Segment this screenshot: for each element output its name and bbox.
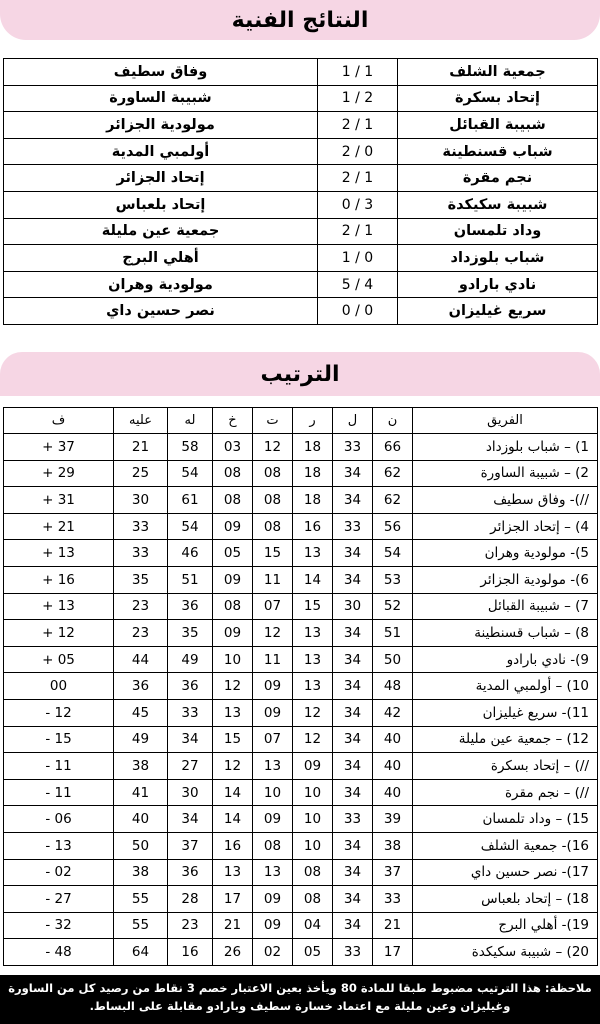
standing-drawn: 15 [253, 540, 293, 567]
standing-goals-against: 23 [114, 593, 168, 620]
result-home-team: وداد تلمسان [398, 218, 598, 245]
standing-played: 33 [333, 806, 373, 833]
standing-drawn: 09 [253, 806, 293, 833]
standings-row [4, 593, 598, 620]
standing-goals-against: 41 [114, 779, 168, 806]
standing-goals-against: 33 [114, 540, 168, 567]
standing-won: 16 [293, 513, 333, 540]
standings-row [4, 779, 598, 806]
standing-played: 34 [333, 646, 373, 673]
standing-team: 11)- سريع غيليزان [413, 699, 598, 726]
result-row [4, 138, 598, 165]
standing-lost: 26 [213, 939, 253, 966]
standing-goal-diff: + 13 [4, 593, 114, 620]
standing-points: 40 [373, 779, 413, 806]
standing-drawn: 09 [253, 912, 293, 939]
result-home-team: شبيبة سكيكدة [398, 191, 598, 218]
standing-goals-for: 36 [168, 673, 213, 700]
standings-row [4, 646, 598, 673]
standing-goals-for: 30 [168, 779, 213, 806]
result-row [4, 85, 598, 112]
standing-played: 33 [333, 434, 373, 461]
standing-won: 18 [293, 460, 333, 487]
result-home-team: شباب بلوزداد [398, 245, 598, 272]
standings-row [4, 566, 598, 593]
result-row [4, 218, 598, 245]
standing-goals-against: 55 [114, 912, 168, 939]
standing-played: 34 [333, 859, 373, 886]
standing-drawn: 11 [253, 646, 293, 673]
standing-goal-diff: + 21 [4, 513, 114, 540]
standing-drawn: 08 [253, 513, 293, 540]
result-away-team: إتحاد بلعباس [4, 191, 318, 218]
standing-points: 52 [373, 593, 413, 620]
standing-goals-for: 34 [168, 806, 213, 833]
standings-row [4, 460, 598, 487]
standings-row [4, 886, 598, 913]
standing-goals-against: 36 [114, 673, 168, 700]
standing-points: 40 [373, 753, 413, 780]
standing-goal-diff: - 06 [4, 806, 114, 833]
results-table [3, 58, 598, 325]
header-goals-for: له [168, 408, 213, 434]
standing-lost: 12 [213, 673, 253, 700]
standings-row [4, 673, 598, 700]
standing-played: 34 [333, 540, 373, 567]
standing-team: 15) – وداد تلمسان [413, 806, 598, 833]
standing-drawn: 10 [253, 779, 293, 806]
standing-goals-for: 23 [168, 912, 213, 939]
standing-goal-diff: + 37 [4, 434, 114, 461]
results-title: النتائج الفنية [0, 0, 600, 40]
result-score: 2 / 1 [318, 165, 398, 192]
standing-team: 5)- مولودية وهران [413, 540, 598, 567]
standings-row [4, 487, 598, 514]
standing-points: 53 [373, 566, 413, 593]
standing-played: 34 [333, 487, 373, 514]
result-home-team: إتحاد بسكرة [398, 85, 598, 112]
standing-goals-for: 51 [168, 566, 213, 593]
standing-won: 13 [293, 620, 333, 647]
standing-won: 10 [293, 832, 333, 859]
standing-goals-for: 28 [168, 886, 213, 913]
header-drawn: ت [253, 408, 293, 434]
standing-lost: 09 [213, 513, 253, 540]
standing-lost: 08 [213, 487, 253, 514]
standing-drawn: 09 [253, 673, 293, 700]
standing-goals-against: 21 [114, 434, 168, 461]
standing-team: 8) – شباب قسنطينة [413, 620, 598, 647]
standing-drawn: 12 [253, 434, 293, 461]
standing-goal-diff: - 32 [4, 912, 114, 939]
standing-played: 33 [333, 513, 373, 540]
standing-team: 9)- نادي بارادو [413, 646, 598, 673]
standing-played: 34 [333, 886, 373, 913]
result-away-team: وفاق سطيف [4, 59, 318, 86]
standings-row [4, 806, 598, 833]
standing-lost: 08 [213, 593, 253, 620]
result-away-team: أهلي البرج [4, 245, 318, 272]
standing-team: 6)- مولودية الجزائر [413, 566, 598, 593]
standing-goal-diff: - 13 [4, 832, 114, 859]
header-points: ن [373, 408, 413, 434]
standing-points: 38 [373, 832, 413, 859]
result-away-team: شبيبة الساورة [4, 85, 318, 112]
result-score: 2 / 0 [318, 138, 398, 165]
standing-points: 21 [373, 912, 413, 939]
standing-team: 16)- جمعية الشلف [413, 832, 598, 859]
header-goals-against: عليه [114, 408, 168, 434]
standing-points: 62 [373, 487, 413, 514]
result-score: 1 / 2 [318, 85, 398, 112]
header-goal-diff: ف [4, 408, 114, 434]
standing-goal-diff: + 16 [4, 566, 114, 593]
result-row [4, 271, 598, 298]
standing-team: //)- وفاق سطيف [413, 487, 598, 514]
standing-drawn: 13 [253, 859, 293, 886]
standing-won: 04 [293, 912, 333, 939]
standings-row [4, 859, 598, 886]
result-away-team: أولمبي المدية [4, 138, 318, 165]
result-home-team: سريع غيليزان [398, 298, 598, 325]
standing-goals-against: 45 [114, 699, 168, 726]
standing-drawn: 07 [253, 726, 293, 753]
standing-played: 34 [333, 779, 373, 806]
standing-won: 09 [293, 753, 333, 780]
header-team: الفريق [413, 408, 598, 434]
standing-goals-for: 61 [168, 487, 213, 514]
result-away-team: مولودية الجزائر [4, 112, 318, 139]
standing-goal-diff: - 12 [4, 699, 114, 726]
standings-row [4, 726, 598, 753]
result-away-team: نصر حسين داي [4, 298, 318, 325]
standing-goals-for: 58 [168, 434, 213, 461]
standing-played: 34 [333, 912, 373, 939]
standing-goals-against: 50 [114, 832, 168, 859]
result-home-team: شباب قسنطينة [398, 138, 598, 165]
result-row [4, 59, 598, 86]
result-score: 1 / 1 [318, 59, 398, 86]
standings-title: الترتيب [0, 352, 600, 396]
standing-goal-diff: + 13 [4, 540, 114, 567]
standings-row [4, 620, 598, 647]
standing-goal-diff: - 11 [4, 779, 114, 806]
standing-drawn: 12 [253, 620, 293, 647]
standing-team: 20) – شبيبة سكيكدة [413, 939, 598, 966]
standing-points: 54 [373, 540, 413, 567]
standing-goals-against: 38 [114, 753, 168, 780]
standing-goal-diff: - 02 [4, 859, 114, 886]
standing-goal-diff: - 11 [4, 753, 114, 780]
standing-team: 12) – جمعية عين مليلة [413, 726, 598, 753]
result-score: 5 / 4 [318, 271, 398, 298]
standing-points: 37 [373, 859, 413, 886]
standing-goals-against: 44 [114, 646, 168, 673]
standings-table [3, 407, 598, 966]
standing-drawn: 08 [253, 832, 293, 859]
result-row [4, 191, 598, 218]
standings-note: ملاحظة: هذا الترتيب مضبوط طبقا للمادة 80 ويأخذ بعين الاعتبار خصم 3 نقاط من رصيد كل من الساورة وغيليزان وعين مليلة مع اعتماد خسارة سطيف وبارادو مقابلة على البساط. [0, 975, 600, 1024]
standings-row [4, 540, 598, 567]
standing-team: 1) – شباب بلوزداد [413, 434, 598, 461]
standing-played: 34 [333, 726, 373, 753]
standing-team: //) – نجم مقرة [413, 779, 598, 806]
standing-points: 66 [373, 434, 413, 461]
standing-goals-for: 54 [168, 460, 213, 487]
standing-drawn: 08 [253, 487, 293, 514]
standing-lost: 16 [213, 832, 253, 859]
standing-won: 18 [293, 487, 333, 514]
result-home-team: نجم مقرة [398, 165, 598, 192]
standing-goals-for: 49 [168, 646, 213, 673]
standing-played: 30 [333, 593, 373, 620]
standing-played: 34 [333, 620, 373, 647]
standings-row [4, 753, 598, 780]
standing-drawn: 09 [253, 699, 293, 726]
standing-drawn: 11 [253, 566, 293, 593]
result-score: 2 / 1 [318, 112, 398, 139]
standing-won: 12 [293, 699, 333, 726]
standing-played: 33 [333, 939, 373, 966]
standing-drawn: 08 [253, 460, 293, 487]
standing-lost: 13 [213, 859, 253, 886]
standing-goals-for: 54 [168, 513, 213, 540]
standing-won: 13 [293, 673, 333, 700]
standing-points: 17 [373, 939, 413, 966]
standings-row [4, 832, 598, 859]
standing-drawn: 07 [253, 593, 293, 620]
standing-lost: 13 [213, 699, 253, 726]
standing-goals-against: 23 [114, 620, 168, 647]
standing-won: 13 [293, 540, 333, 567]
standing-drawn: 02 [253, 939, 293, 966]
standings-row [4, 699, 598, 726]
standing-won: 12 [293, 726, 333, 753]
standing-goals-against: 38 [114, 859, 168, 886]
standing-lost: 14 [213, 779, 253, 806]
standings-row [4, 939, 598, 966]
result-score: 2 / 1 [318, 218, 398, 245]
standing-team: 7) – شبيبة القبائل [413, 593, 598, 620]
standing-goals-for: 16 [168, 939, 213, 966]
standing-drawn: 13 [253, 753, 293, 780]
result-score: 0 / 3 [318, 191, 398, 218]
standing-points: 39 [373, 806, 413, 833]
standing-goal-diff: + 12 [4, 620, 114, 647]
standing-won: 14 [293, 566, 333, 593]
standing-drawn: 09 [253, 886, 293, 913]
standing-played: 34 [333, 460, 373, 487]
standing-goals-for: 34 [168, 726, 213, 753]
standing-goals-for: 36 [168, 859, 213, 886]
result-score: 0 / 0 [318, 298, 398, 325]
result-away-team: إتحاد الجزائر [4, 165, 318, 192]
standing-lost: 17 [213, 886, 253, 913]
standing-goals-against: 35 [114, 566, 168, 593]
standing-goal-diff: 00 [4, 673, 114, 700]
standing-played: 34 [333, 753, 373, 780]
standing-points: 51 [373, 620, 413, 647]
standing-goal-diff: + 05 [4, 646, 114, 673]
standing-points: 48 [373, 673, 413, 700]
standing-lost: 08 [213, 460, 253, 487]
standing-lost: 12 [213, 753, 253, 780]
result-home-team: جمعية الشلف [398, 59, 598, 86]
standing-goals-against: 30 [114, 487, 168, 514]
standing-lost: 10 [213, 646, 253, 673]
standing-goal-diff: + 29 [4, 460, 114, 487]
standing-lost: 09 [213, 566, 253, 593]
standing-goals-against: 64 [114, 939, 168, 966]
result-row [4, 245, 598, 272]
standing-played: 34 [333, 673, 373, 700]
standing-won: 10 [293, 806, 333, 833]
standing-played: 34 [333, 699, 373, 726]
header-lost: خ [213, 408, 253, 434]
standing-won: 08 [293, 886, 333, 913]
standing-team: 19)- أهلي البرج [413, 912, 598, 939]
result-row [4, 298, 598, 325]
standing-goal-diff: - 27 [4, 886, 114, 913]
standings-row [4, 912, 598, 939]
standing-goals-against: 55 [114, 886, 168, 913]
standing-points: 42 [373, 699, 413, 726]
standing-goals-against: 25 [114, 460, 168, 487]
standing-won: 10 [293, 779, 333, 806]
standing-goal-diff: + 31 [4, 487, 114, 514]
standings-row [4, 513, 598, 540]
standing-team: 18) – إتحاد بلعباس [413, 886, 598, 913]
header-won: ر [293, 408, 333, 434]
standing-lost: 14 [213, 806, 253, 833]
standing-team: 2) – شبيبة الساورة [413, 460, 598, 487]
standing-lost: 03 [213, 434, 253, 461]
standing-team: 10) – أولمبي المدية [413, 673, 598, 700]
standing-goals-against: 49 [114, 726, 168, 753]
result-row [4, 165, 598, 192]
standing-played: 34 [333, 832, 373, 859]
standing-goals-for: 33 [168, 699, 213, 726]
standing-points: 56 [373, 513, 413, 540]
standing-won: 13 [293, 646, 333, 673]
standing-goal-diff: - 15 [4, 726, 114, 753]
standing-team: //) – إتحاد بسكرة [413, 753, 598, 780]
standing-goal-diff: - 48 [4, 939, 114, 966]
header-played: ل [333, 408, 373, 434]
standing-lost: 09 [213, 620, 253, 647]
result-away-team: جمعية عين مليلة [4, 218, 318, 245]
standing-lost: 15 [213, 726, 253, 753]
standing-goals-for: 36 [168, 593, 213, 620]
standing-team: 17)- نصر حسين داي [413, 859, 598, 886]
result-row [4, 112, 598, 139]
result-home-team: شبيبة القبائل [398, 112, 598, 139]
standings-row [4, 434, 598, 461]
standing-goals-against: 33 [114, 513, 168, 540]
standing-lost: 05 [213, 540, 253, 567]
standing-points: 50 [373, 646, 413, 673]
standing-goals-for: 37 [168, 832, 213, 859]
standing-won: 08 [293, 859, 333, 886]
standing-won: 05 [293, 939, 333, 966]
standing-points: 62 [373, 460, 413, 487]
result-home-team: نادي بارادو [398, 271, 598, 298]
result-away-team: مولودية وهران [4, 271, 318, 298]
standing-goals-against: 40 [114, 806, 168, 833]
standing-team: 4) – إتحاد الجزائر [413, 513, 598, 540]
standings-header-row [4, 408, 598, 434]
standing-lost: 21 [213, 912, 253, 939]
standing-won: 15 [293, 593, 333, 620]
standing-goals-for: 35 [168, 620, 213, 647]
standing-goals-for: 27 [168, 753, 213, 780]
result-score: 1 / 0 [318, 245, 398, 272]
standing-points: 33 [373, 886, 413, 913]
standing-played: 34 [333, 566, 373, 593]
standing-goals-for: 46 [168, 540, 213, 567]
standing-points: 40 [373, 726, 413, 753]
standing-won: 18 [293, 434, 333, 461]
